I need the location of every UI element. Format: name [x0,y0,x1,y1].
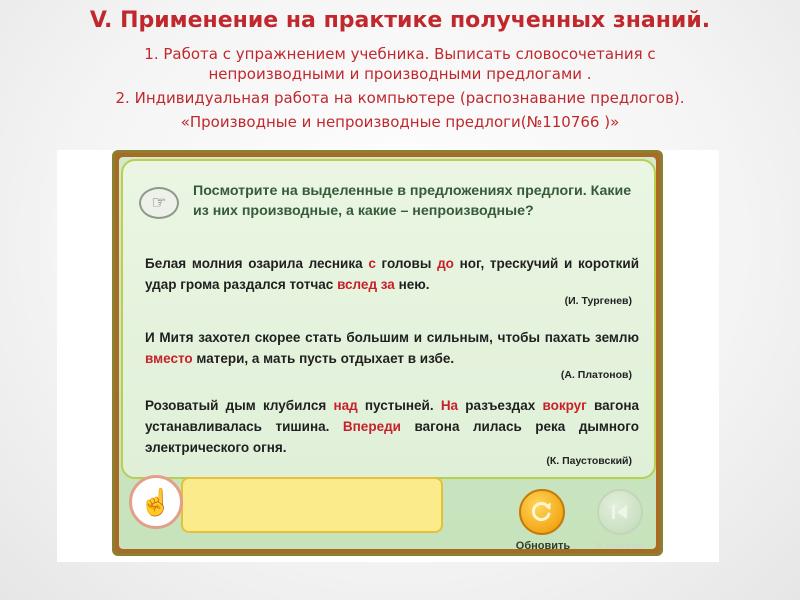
sentence-3 [145,395,639,458]
sentence-1 [145,253,639,295]
slide-task-line-1 [20,44,780,84]
exercise-inner [119,157,656,552]
sentence-text: И Митя захотел скорее стать большим и сильным, чтобы пахать землю [145,330,639,345]
slide-task-line-1a: 1. Работа с упражнением учебника. Выписать словосочетания с [144,45,656,63]
task-instruction: Посмотрите на выделенные в предложениях предлоги. Какие из них производные, а какие – непроизводные? [193,183,632,219]
sentence-text: Розоватый дым клубился [145,398,334,413]
pointing-hand-icon: ☞ [139,187,179,219]
sentence-text: вагона лилась река дымного электрического огня. [145,419,639,455]
exercise-window [112,150,663,556]
sentence-2-author: (А. Платонов) [560,369,632,381]
sentence-3-author: (К. Паустовский) [546,455,632,467]
refresh-label: Обновить [515,540,571,552]
raised-finger-icon: ☝ [129,475,183,529]
back-to-start-label: В начало [595,540,645,552]
slide-task-line-2: 2. Индивидуальная работа на компьютере (распознавание предлогов). [115,89,685,107]
sentence-text: разъездах [458,398,543,413]
sentence-text: ног, трескучий и короткий удар грома раздался тотчас [145,256,639,292]
answer-box[interactable] [181,477,443,533]
highlighted-preposition: с [368,256,376,271]
highlighted-preposition: над [333,398,358,413]
slide-task-line-3: «Производные и непроизводные предлоги(№110766 )» [180,113,620,131]
highlighted-preposition: Впереди [342,419,401,434]
sentence-text: головы [375,256,438,271]
highlighted-preposition: вокруг [542,398,587,413]
back-to-start-button[interactable] [597,489,643,535]
highlighted-preposition: вместо [145,351,193,366]
sentence-2 [145,327,639,369]
sentence-text: Белая молния озарила лесника [145,256,369,271]
slide-title: V. Применение на практике полученных знаний. [89,8,711,33]
back-to-start-icon [608,500,632,524]
highlighted-preposition: вслед за [337,277,395,292]
sentence-text: нею. [394,277,430,292]
app-screenshot [57,150,719,562]
highlighted-preposition: до [437,256,454,271]
sentence-text: вагона устанавливалась тишина. [145,398,640,434]
content-panel [121,159,656,479]
sentence-text: пустыней. [357,398,441,413]
refresh-button[interactable] [519,489,565,535]
highlighted-preposition: На [440,398,459,413]
sentence-text: матери, а мать пусть отдыхает в избе. [192,351,455,366]
slide-task-line-1b: непроизводными и производными предлогами . [208,65,592,83]
refresh-icon [529,499,555,525]
sentence-1-author: (И. Тургенев) [564,295,632,307]
